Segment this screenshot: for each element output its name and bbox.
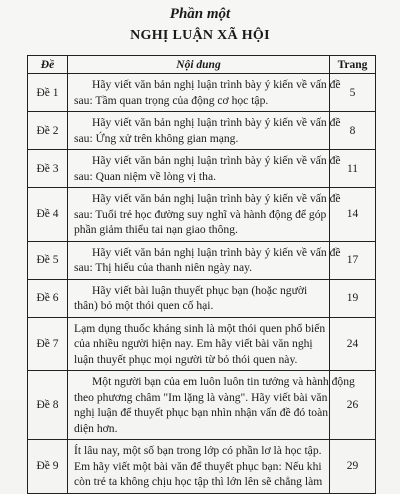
row-content [68, 279, 330, 317]
table-row [28, 112, 376, 150]
header-content: Nội dung [68, 56, 330, 74]
content-line: sau: Ứng xử trên không gian mạng. [74, 131, 239, 145]
row-content [68, 317, 330, 371]
row-page: 19 [330, 279, 376, 317]
content-line: Em hãy viết một bài văn để thuyết phục bạn: Nếu khi [74, 459, 322, 473]
row-page: 26 [330, 371, 376, 440]
table-row [28, 317, 376, 371]
row-page: 29 [330, 440, 376, 494]
content-line: Hãy viết văn bản nghị luận trình bày ý kiến về vấn đề [92, 192, 341, 205]
row-page: 24 [330, 317, 376, 371]
row-number: Đề 8 [28, 371, 68, 440]
header-de: Đề [28, 56, 68, 74]
content-line: sau: Tuổi trẻ học đường suy nghĩ và hành động để góp [74, 207, 327, 221]
content-line: phần giảm thiểu tai nạn giao thông. [74, 223, 238, 236]
row-number: Đề 4 [28, 188, 68, 242]
row-number: Đề 1 [28, 74, 68, 112]
content-line: Hãy viết bài luận thuyết phục bạn (hoặc người [92, 283, 308, 297]
content-line: diện hơn. [74, 421, 118, 435]
row-content [68, 112, 341, 150]
row-number: Đề 7 [28, 317, 68, 371]
row-content [68, 440, 330, 494]
table-row [28, 74, 376, 112]
content-line: Ít lâu nay, một số bạn trong lớp có phần lơ là học tập. [74, 444, 322, 457]
row-number: Đề 9 [28, 440, 68, 494]
row-page: 14 [330, 188, 376, 242]
table-row [28, 150, 376, 188]
row-page: 17 [330, 241, 376, 279]
row-content [68, 74, 341, 112]
table-row [28, 371, 376, 440]
row-page: 11 [330, 150, 376, 188]
content-line: còn trẻ ta không chịu học tập thì lớn lên sẽ chẳng làm [74, 475, 323, 488]
table-row [28, 241, 376, 279]
content-line: Hãy viết văn bản nghị luận trình bày ý kiến về vấn đề [92, 154, 341, 167]
table-header-row [28, 56, 376, 74]
row-number: Đề 6 [28, 279, 68, 317]
table-row [28, 279, 376, 317]
content-line: Một người bạn của em luôn luôn tin tưởng và hành động [92, 375, 355, 388]
row-content [68, 150, 341, 188]
row-content [68, 241, 341, 279]
content-line: của nhiều người hiện nay. Em hãy viết bài văn nghị [74, 337, 313, 350]
table-row [28, 440, 376, 494]
row-content [68, 188, 341, 242]
content-line: luận thuyết phục mọi người từ bỏ thói quen này. [74, 352, 298, 366]
part-title: Phần một [169, 6, 231, 22]
row-number: Đề 5 [28, 241, 68, 279]
content-line: Hãy viết văn bản nghị luận trình bày ý kiến về vấn đề [92, 245, 341, 259]
content-line: sau: Thị hiếu của thanh niên ngày nay. [74, 261, 253, 274]
content-line: thân) bỏ một thói quen cố hại. [74, 299, 214, 312]
row-number: Đề 2 [28, 112, 68, 150]
content-line: nghị luận để thuyết phục bạn nhìn nhận vấn đề đó toàn [74, 406, 329, 419]
content-line: Hãy viết văn bản nghị luận trình bày ý kiến về vấn đề [92, 116, 341, 129]
table-of-contents [27, 55, 376, 494]
row-page: 5 [330, 74, 376, 112]
header-page: Trang [330, 56, 376, 74]
content-line: sau: Tầm quan trọng của động cơ học tập. [74, 93, 269, 107]
row-page: 8 [330, 112, 376, 150]
content-line: Lạm dụng thuốc kháng sinh là một thói quen phổ biến [74, 321, 326, 335]
content-line: sau: Quan niệm về lòng vị tha. [74, 169, 216, 183]
table-body [28, 74, 376, 494]
row-number: Đề 3 [28, 150, 68, 188]
table-row [28, 188, 376, 242]
section-title: NGHỊ LUẬN XÃ HỘI [130, 28, 270, 43]
content-line: theo phương châm "Im lặng là vàng". Hãy viết bài văn [74, 390, 328, 404]
content-line: Hãy viết văn bản nghị luận trình bày ý kiến về vấn đề [92, 78, 341, 91]
